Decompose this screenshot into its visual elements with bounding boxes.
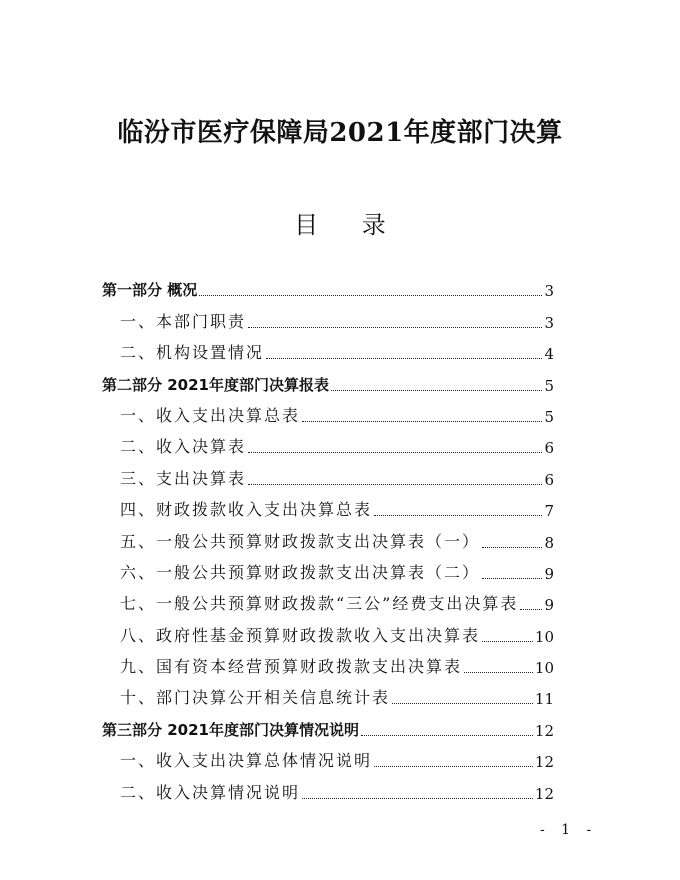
toc-entry-page: 3: [544, 313, 554, 332]
dot-leader: [482, 547, 542, 548]
dot-leader: [520, 609, 542, 610]
toc-entry-page: 7: [544, 502, 554, 521]
toc-item-row[interactable]: [102, 584, 554, 615]
page-number: - 1 -: [540, 822, 598, 838]
toc-entry-page: 11: [534, 690, 554, 709]
toc-entry-label: 五、一般公共预算财政拨款支出决算表（一）: [120, 531, 481, 551]
toc-entry-label: 三、支出决算表: [120, 468, 247, 488]
toc-entry-page: 12: [534, 784, 554, 803]
toc-entry-page: 4: [544, 345, 554, 364]
toc-entry-label: 十、部门决算公开相关信息统计表: [120, 688, 391, 708]
table-of-contents: [102, 270, 554, 804]
toc-part-row[interactable]: [102, 709, 554, 740]
dot-leader: [248, 452, 542, 453]
toc-entry-page: 3: [544, 282, 554, 301]
toc-entry-label: 四、财政拨款收入支出决算总表: [120, 500, 373, 520]
toc-entry-page: 8: [544, 533, 554, 552]
toc-entry-label: 二、机构设置情况: [120, 343, 265, 363]
toc-entry-page: 6: [544, 470, 554, 489]
toc-entry-label: 第二部分 2021年度部门决算报表: [102, 375, 329, 394]
dot-leader: [392, 703, 533, 704]
toc-entry-page: 12: [534, 721, 554, 740]
dot-leader: [302, 421, 542, 422]
dot-leader: [248, 484, 542, 485]
dot-leader: [482, 641, 533, 642]
toc-entry-label: 一、收入支出决算总体情况说明: [120, 751, 373, 771]
toc-entry-label: 八、政府性基金预算财政拨款收入支出决算表: [120, 625, 481, 645]
toc-entry-page: 5: [544, 407, 554, 426]
toc-item-row[interactable]: [102, 615, 554, 646]
dot-leader: [266, 358, 542, 359]
toc-part-row[interactable]: [102, 270, 554, 301]
toc-entry-label: 二、收入决算情况说明: [120, 782, 301, 802]
dot-leader: [374, 766, 533, 767]
toc-item-row[interactable]: [102, 458, 554, 489]
toc-entry-page: 10: [534, 627, 554, 646]
toc-entry-page: 9: [544, 564, 554, 583]
toc-item-row[interactable]: [102, 521, 554, 552]
toc-entry-label: 六、一般公共预算财政拨款支出决算表（二）: [120, 562, 481, 582]
toc-heading: 目 录: [294, 211, 404, 239]
dot-leader: [331, 390, 542, 391]
toc-item-row[interactable]: [102, 396, 554, 427]
dot-leader: [482, 578, 542, 579]
toc-entry-page: 5: [544, 376, 554, 395]
toc-entry-label: 第三部分 2021年度部门决算情况说明: [102, 720, 359, 739]
dot-leader: [374, 515, 542, 516]
dot-leader: [302, 798, 533, 799]
toc-item-row[interactable]: [102, 772, 554, 803]
toc-entry-page: 12: [534, 753, 554, 772]
toc-item-row[interactable]: [102, 741, 554, 772]
dot-leader: [464, 672, 533, 673]
dot-leader: [248, 327, 542, 328]
toc-item-row[interactable]: [102, 427, 554, 458]
toc-item-row[interactable]: [102, 553, 554, 584]
document-title: 临汾市医疗保障局2021年度部门决算: [117, 118, 563, 148]
toc-entry-label: 第一部分 概况: [102, 281, 198, 300]
toc-entry-page: 10: [534, 659, 554, 678]
toc-item-row[interactable]: [102, 301, 554, 332]
toc-entry-label: 九、国有资本经营预算财政拨款支出决算表: [120, 657, 463, 677]
dot-leader: [199, 295, 542, 296]
toc-entry-page: 9: [544, 596, 554, 615]
toc-item-row[interactable]: [102, 490, 554, 521]
toc-entry-label: 七、一般公共预算财政拨款“三公”经费支出决算表: [120, 594, 519, 614]
toc-part-row[interactable]: [102, 364, 554, 395]
toc-item-row[interactable]: [102, 647, 554, 678]
toc-entry-label: 二、收入决算表: [120, 437, 247, 457]
dot-leader: [361, 735, 533, 736]
toc-item-row[interactable]: [102, 678, 554, 709]
toc-item-row[interactable]: [102, 333, 554, 364]
toc-entry-page: 6: [544, 439, 554, 458]
toc-entry-label: 一、收入支出决算总表: [120, 405, 301, 425]
toc-entry-label: 一、本部门职责: [120, 311, 247, 331]
